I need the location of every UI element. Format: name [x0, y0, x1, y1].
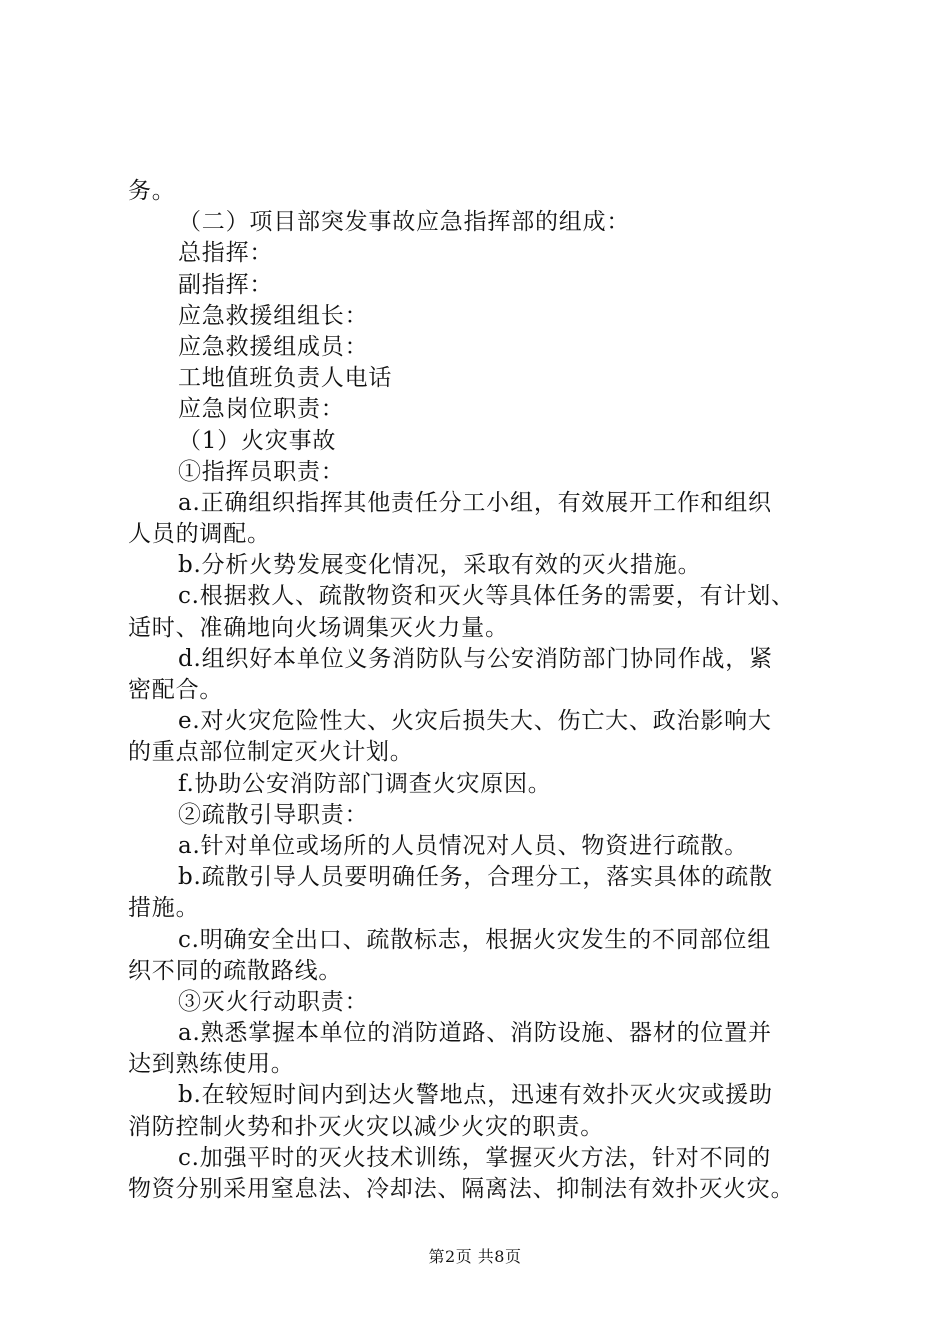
text-line: b.分析火势发展变化情况，采取有效的灭火措施。 — [178, 552, 702, 579]
text-line: 人员的调配。 — [128, 521, 271, 548]
text-line: 应急救援组组长： — [178, 302, 369, 329]
text-line: b.在较短时间内到达火警地点，迅速有效扑灭火灾或援助 — [178, 1082, 773, 1109]
text-line: 密配合。 — [128, 677, 224, 703]
text-line: c.加强平时的灭火技术训练，掌握灭火方法，针对不同的 — [178, 1144, 771, 1171]
text-line: ②疏散引导职责： — [178, 801, 369, 828]
text-line: 务。 — [128, 178, 176, 204]
text-line: 织不同的疏散路线。 — [128, 957, 343, 984]
document-body — [128, 176, 840, 1205]
text-line: 消防控制火势和扑灭火灾以减少火灾的职责。 — [128, 1113, 604, 1140]
text-line: a.针对单位或场所的人员情况对人员、物资进行疏散。 — [178, 832, 749, 859]
text-line: 的重点部位制定灭火计划。 — [128, 739, 414, 766]
text-line: 工地值班负责人电话 — [178, 365, 393, 392]
text-line: 适时、准确地向火场调集灭火力量。 — [128, 614, 509, 641]
text-line: c.明确安全出口、疏散标志，根据火灾发生的不同部位组 — [178, 926, 771, 953]
text-line: e.对火灾危险性大、火灾后损失大、伤亡大、政治影响大 — [178, 708, 772, 735]
text-line: ①指挥员职责： — [178, 458, 345, 485]
text-line: ③灭火行动职责： — [178, 988, 369, 1015]
text-line: （1）火灾事故 — [178, 427, 337, 454]
text-line: 物资分别采用窒息法、冷却法、隔离法、抑制法有效扑灭火灾。 — [128, 1176, 795, 1202]
text-line: 副指挥： — [178, 271, 274, 298]
text-line: b.疏散引导人员要明确任务，合理分工，落实具体的疏散 — [178, 864, 773, 891]
text-line: f.协助公安消防部门调查火灾原因。 — [178, 770, 552, 797]
text-line: c.根据救人、疏散物资和灭火等具体任务的需要，有计划、 — [178, 583, 795, 610]
text-line: 达到熟练使用。 — [128, 1051, 295, 1078]
text-line: 总指挥： — [178, 240, 274, 267]
text-line: a.熟悉掌握本单位的消防道路、消防设施、器材的位置并 — [178, 1020, 772, 1047]
text-line: a.正确组织指挥其他责任分工小组，有效展开工作和组织 — [178, 489, 772, 516]
text-line: d.组织好本单位义务消防队与公安消防部门协同作战，紧 — [178, 645, 773, 672]
text-line: 措施。 — [128, 895, 200, 922]
page-footer: 第2页 共8页 — [428, 1247, 522, 1266]
text-line: 应急岗位职责： — [178, 396, 345, 423]
text-line: （二）项目部突发事故应急指挥部的组成： — [178, 209, 631, 236]
text-line: 应急救援组成员： — [178, 333, 369, 360]
